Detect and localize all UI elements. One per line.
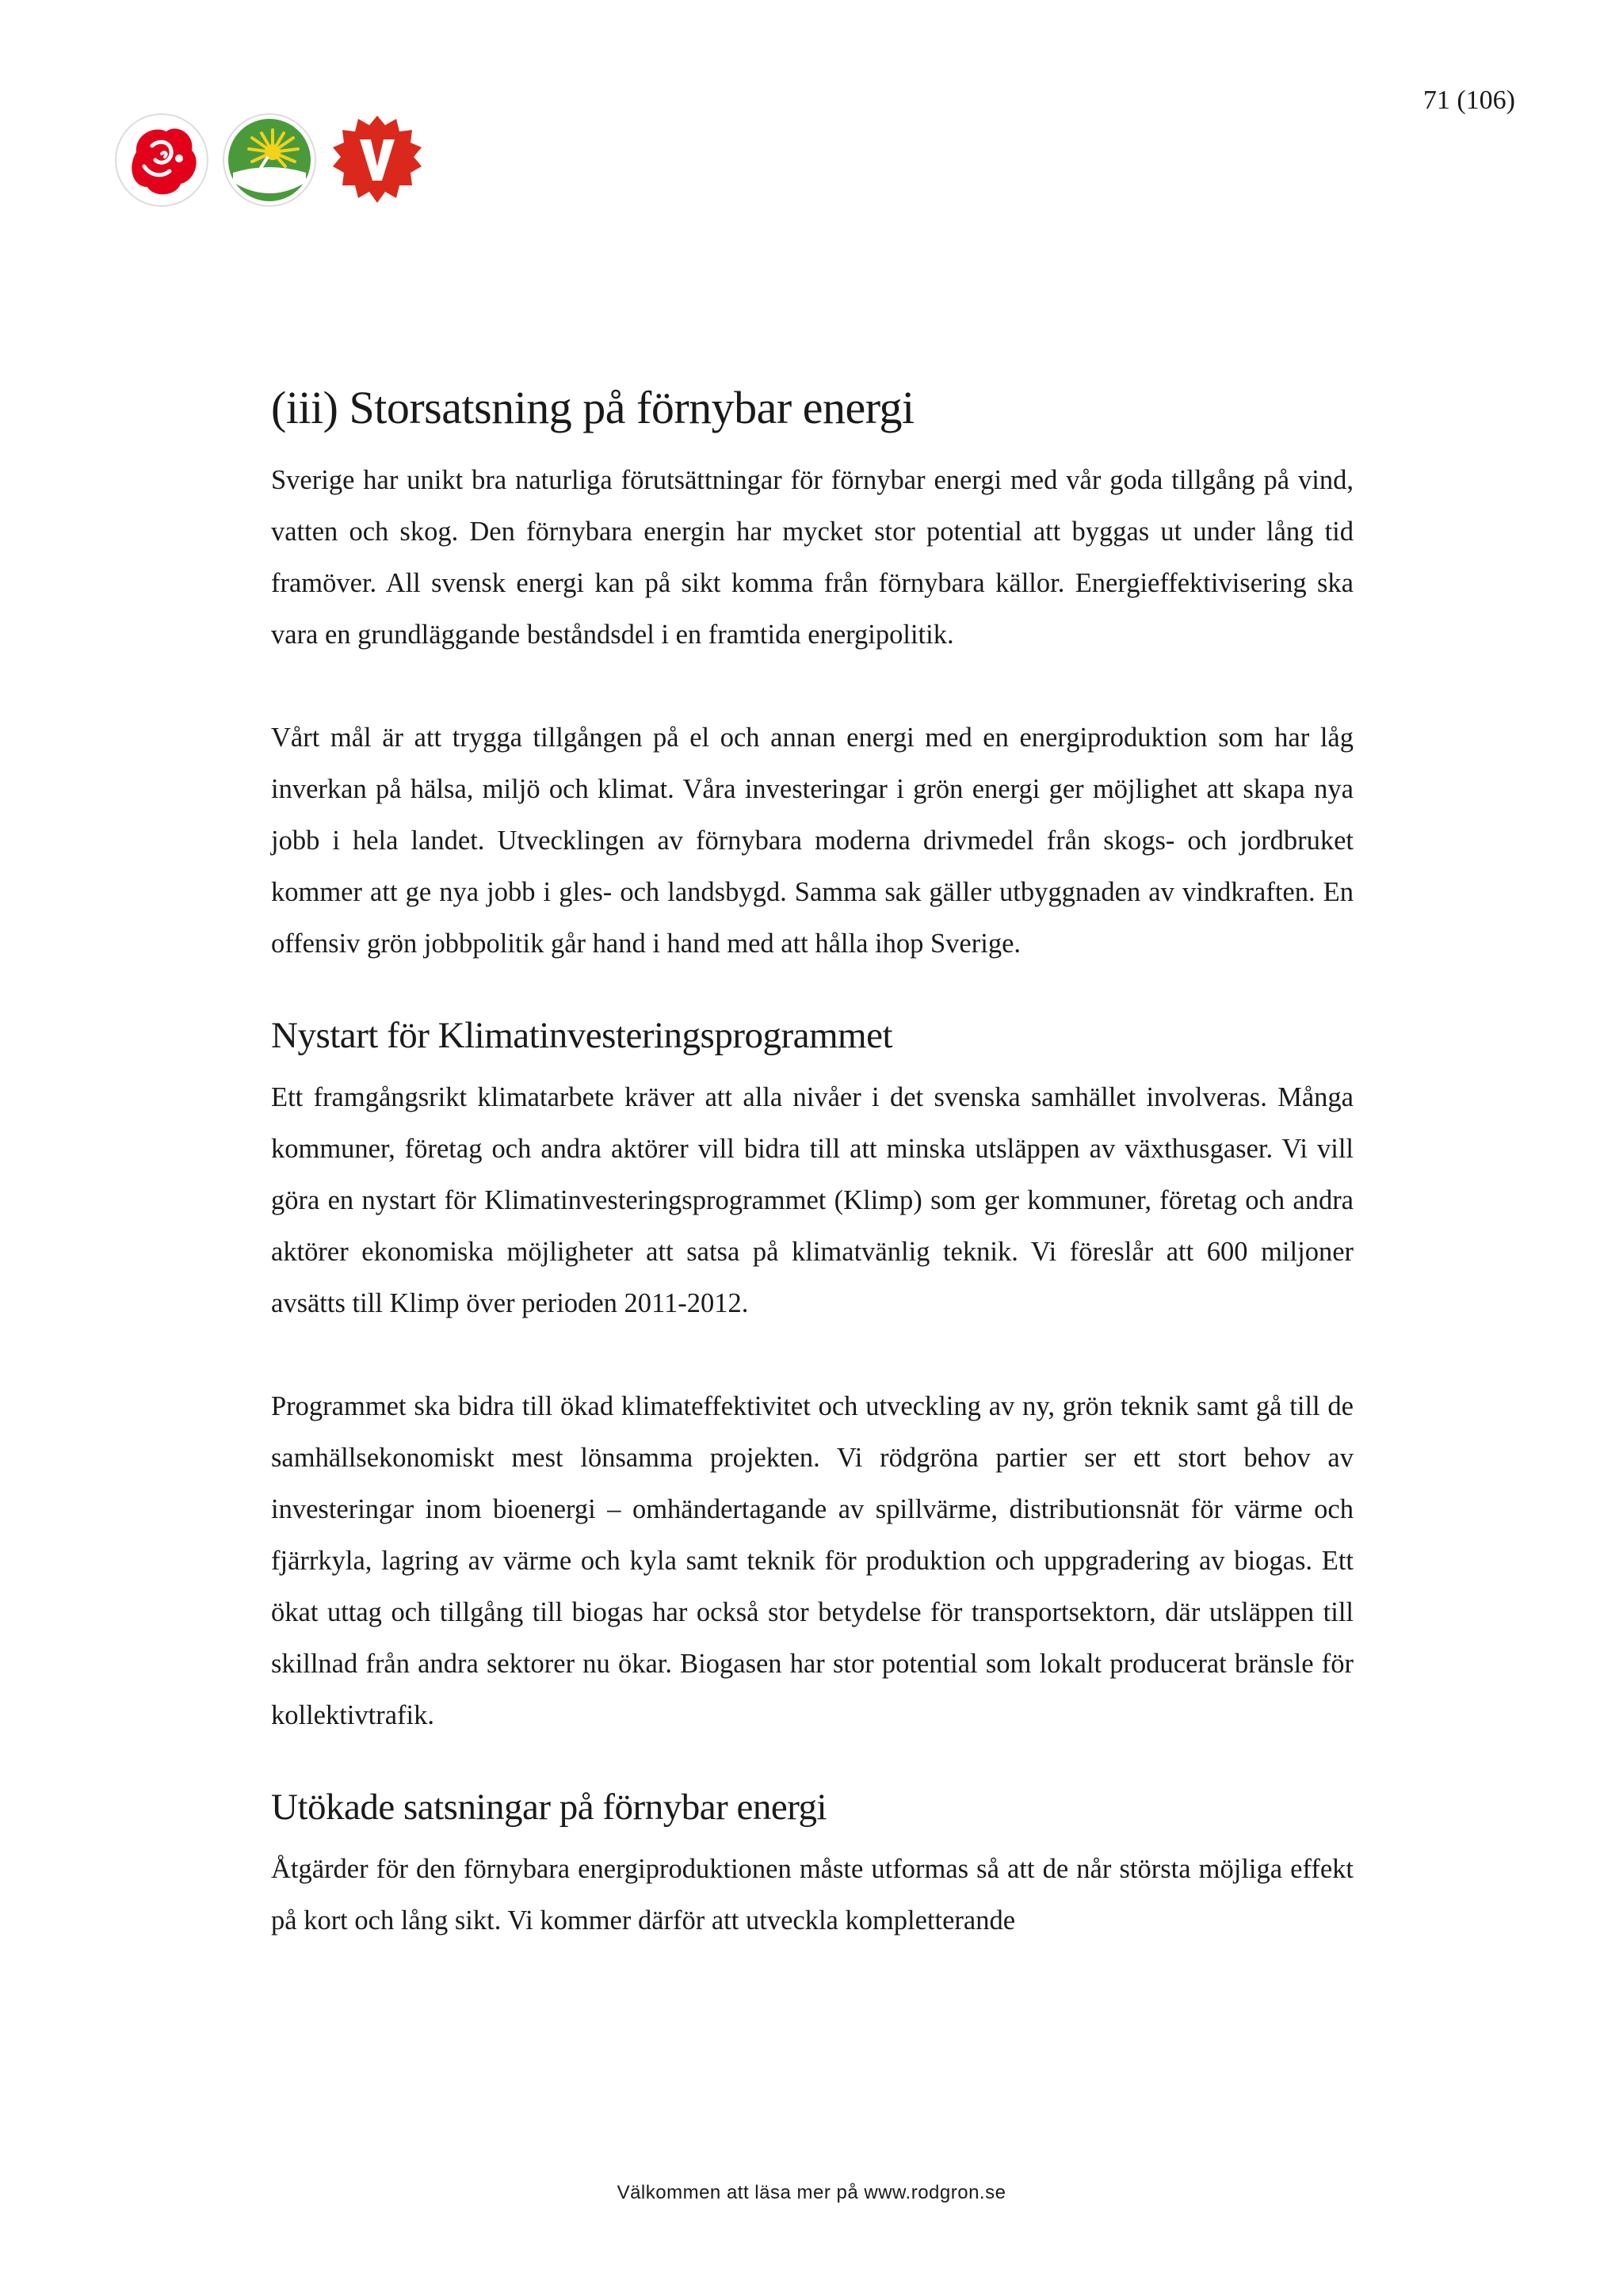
page-number: 71 (106) <box>1423 86 1515 115</box>
section-heading: (iii) Storsatsning på förnybar energi <box>271 382 915 433</box>
subsection-renewable-paragraph-1: Åtgärder för den förnybara energiproduktionen måste utformas så att de når största möjliga effekt på kort och lång sikt. Vi kommer därför att utveckla kompletterande <box>271 1854 1354 1936</box>
subsection-klimp-paragraph-1: Ett framgångsrikt klimatarbete kräver att alla nivåer i det svenska samhället involveras. Många kommuner, företag och andra aktörer vill bidra till att minska utsläppen av växthusgaser. Vi vill göra en nystart för Klimatinvesteringsprogrammet (Klimp) som ger kommuner, företag och andra aktörer ekonomiska möjligheter att satsa på klimatvänlig teknik. Vi föreslår att 600 miljoner avsätts till Klimp över perioden 2011-2012. <box>271 1081 1354 1318</box>
socialdemokraterna-rose-logo <box>113 111 211 209</box>
party-logos <box>113 111 426 209</box>
footer-text: Välkommen att läsa mer på www.rodgron.se <box>617 2182 1006 2203</box>
subsection-heading-renewable: Utökade satsningar på förnybar energi <box>271 1786 827 1828</box>
subsection-klimp-paragraph-2: Programmet ska bidra till ökad klimateffektivitet och utveckling av ny, grön teknik samt gå till de samhällsekonomiskt mest lönsamma projekten. Vi rödgröna partier ser ett stort behov av investeringar inom bioenergi – omhändertagande av spillvärme, distributionsnät för värme och fjärrkyla, lagring av värme och kyla samt teknik för produktion och uppgradering av biogas. Ett ökat uttag och tillgång till biogas har också stor betydelse för transportsektorn, där utsläppen till skillnad från andra sektorer nu ökar. Biogasen har stor potential som lokalt producerat bränsle för kollektivtrafik. <box>271 1390 1354 1730</box>
vansterpartiet-v-logo <box>328 111 426 209</box>
subsection-heading-klimp: Nystart för Klimatinvesteringsprogrammet <box>271 1014 893 1056</box>
section-paragraph-2: Vårt mål är att trygga tillgången på el och annan energi med en energiproduktion som har låg inverkan på hälsa, miljö och klimat. Våra investeringar i grön energi ger möjlighet att skapa nya jobb i hela landet. Utvecklingen av förnybara moderna drivmedel från skogs- och jordbruket kommer att ge nya jobb i gles- och landsbygd. Samma sak gäller utbyggnaden av vindkraften. En offensiv grön jobbpolitik går hand i hand med att hålla ihop Sverige. <box>271 722 1354 959</box>
document-body <box>271 380 1354 1947</box>
miljopartiet-dandelion-logo <box>220 111 319 209</box>
section-paragraph-1: Sverige har unikt bra naturliga förutsättningar för förnybar energi med vår goda tillgång på vind, vatten och skog. Den förnybara energin har mycket stor potential att byggas ut under lång tid framöver. All svensk energi kan på sikt komma från förnybara källor. Energieffektivisering ska vara en grundläggande beståndsdel i en framtida energipolitik. <box>271 464 1354 650</box>
